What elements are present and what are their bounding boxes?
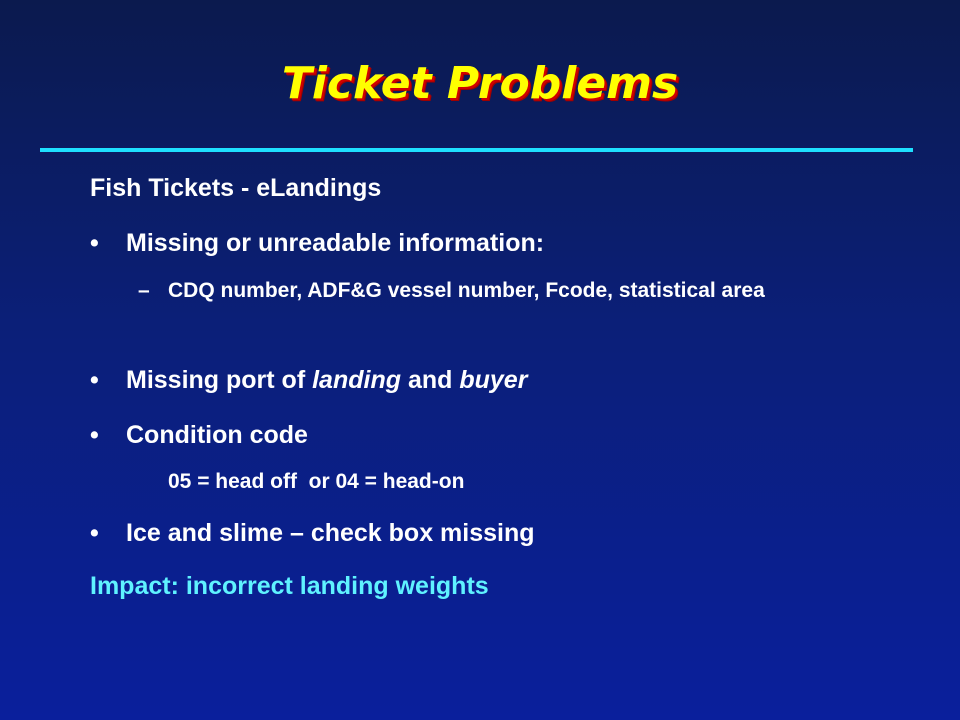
bullet-text-part: Missing port of	[126, 366, 313, 394]
section-heading: Fish Tickets - eLandings	[90, 174, 382, 202]
bullet-text: Condition code	[126, 421, 308, 449]
bullet-marker: •	[90, 366, 99, 394]
impact-statement: Impact: incorrect landing weights	[90, 572, 489, 600]
bullet-item	[90, 519, 535, 548]
bullet-text-emphasis: landing	[312, 366, 401, 394]
bullet-item	[90, 366, 527, 395]
bullet-item	[90, 421, 308, 450]
sub-bullet-text: CDQ number, ADF&G vessel number, Fcode, statistical area	[168, 279, 765, 302]
bullet-text: Missing or unreadable information:	[126, 229, 545, 257]
bullet-marker: •	[90, 421, 99, 449]
bullet-text: Ice and slime – check box missing	[126, 519, 535, 547]
bullet-item	[90, 229, 544, 258]
bullet-text-emphasis: buyer	[459, 366, 528, 394]
condition-detail: 05 = head off or 04 = head-on	[168, 470, 465, 493]
bullet-text-part: and	[401, 366, 460, 394]
slide-title: Ticket Problems	[281, 58, 679, 109]
sub-bullet-marker: –	[138, 279, 150, 302]
bullet-marker: •	[90, 229, 99, 257]
sub-bullet-item	[138, 274, 788, 308]
title-divider	[40, 148, 913, 152]
bullet-marker: •	[90, 519, 99, 547]
